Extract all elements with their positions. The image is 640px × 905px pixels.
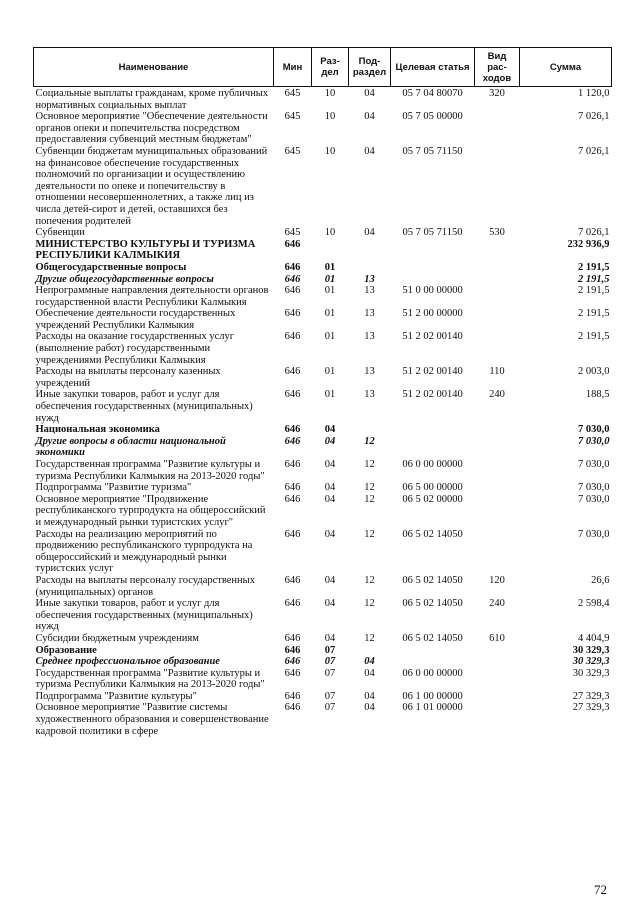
table-row <box>34 459 612 482</box>
table-row <box>34 529 612 575</box>
row-sum: 7 026,1 <box>578 145 610 157</box>
row-target-article: 06 5 00 00000 <box>402 482 463 494</box>
row-section: 01 <box>324 273 336 285</box>
row-subsection: 04 <box>364 111 375 123</box>
row-sum: 7 030,0 <box>578 482 610 494</box>
row-subsection: 12 <box>364 459 375 470</box>
row-subsection: 13 <box>364 273 375 285</box>
row-expense-type: 610 <box>489 632 505 644</box>
row-name: Иные закупки товаров, работ и услуг для обеспечения государственных (муниципальных) нужд <box>35 389 253 424</box>
row-sum: 26,6 <box>591 574 610 586</box>
row-name: МИНИСТЕРСТВО КУЛЬТУРЫ И ТУРИЗМА РЕСПУБЛИКИ КАЛМЫКИЯ <box>35 238 256 262</box>
row-sum: 1 120,0 <box>578 88 610 99</box>
row-name: Национальная экономика <box>35 424 160 436</box>
row-sum: 2 191,5 <box>578 273 610 285</box>
row-ministry: 646 <box>284 261 301 273</box>
row-expense-type <box>475 691 520 703</box>
row-ministry: 646 <box>284 285 301 297</box>
row-expense-type <box>475 274 520 286</box>
table-row <box>34 691 612 703</box>
row-subsection <box>349 239 391 262</box>
row-section: 04 <box>324 424 336 436</box>
row-target-article: 05 7 04 80070 <box>402 88 463 99</box>
row-section: 01 <box>324 389 336 401</box>
row-sum: 7 030,0 <box>578 435 610 447</box>
row-name: Среднее профессиональное образование <box>35 656 220 668</box>
row-subsection: 13 <box>364 308 375 320</box>
budget-table <box>33 47 612 737</box>
table-row <box>34 482 612 494</box>
row-section: 10 <box>324 145 336 157</box>
row-section: 07 <box>324 702 336 714</box>
row-sum: 7 030,0 <box>578 424 610 436</box>
row-name: Основное мероприятие "Обеспечение деятельности органов опеки и попечительства посредством предоставления субвенций местным бюджетам" <box>35 111 268 146</box>
row-name: Государственная программа "Развитие культуры и туризма Республики Калмыкия на 2013-2020 годы" <box>35 667 265 691</box>
table-row <box>34 227 612 239</box>
row-subsection: 04 <box>364 667 375 679</box>
row-section: 04 <box>324 574 336 586</box>
row-sum: 232 936,9 <box>567 238 610 250</box>
row-expense-type <box>475 645 520 657</box>
row-ministry: 646 <box>284 574 301 586</box>
row-sum: 2 191,5 <box>578 331 610 343</box>
row-sum: 7 026,1 <box>578 227 610 239</box>
row-subsection: 12 <box>364 435 375 447</box>
row-subsection: 04 <box>364 656 375 668</box>
row-expense-type <box>475 656 520 668</box>
row-expense-type: 240 <box>489 389 505 401</box>
row-ministry: 645 <box>284 88 301 99</box>
row-section: 10 <box>324 88 336 99</box>
row-sum: 7 030,0 <box>578 459 610 470</box>
row-name: Подпрограмма "Развитие культуры" <box>35 690 197 702</box>
row-target-article <box>391 424 475 436</box>
row-expense-type <box>475 146 520 227</box>
row-target-article: 51 2 00 00000 <box>402 308 463 320</box>
row-name: Субвенции бюджетам муниципальных образований на финансовое обеспечение государственных полномочий по организации и осуществлению деятельности по опеке и попечительству в отношении несовершеннолетних, а также лиц из числа детей-сирот и детей, оставшихся без попечения родителей <box>35 145 268 227</box>
row-name: Основное мероприятие "Развитие системы художественного образования и совершенствование кадровой политики в сфере <box>35 702 269 737</box>
row-name: Основное мероприятие "Продвижение республиканского турпродукта на общероссийский и международный рынки туристских услуг" <box>35 493 266 528</box>
row-expense-type: 240 <box>489 598 505 610</box>
header-name: Наименование <box>34 48 274 87</box>
row-target-article <box>391 645 475 657</box>
row-target-article: 06 5 02 00000 <box>402 493 463 505</box>
row-expense-type <box>475 424 520 436</box>
table-row <box>34 146 612 227</box>
row-name: Обеспечение деятельности государственных учреждений Республики Калмыкия <box>35 308 236 331</box>
row-ministry: 646 <box>284 435 301 447</box>
row-target-article: 51 0 00 00000 <box>402 285 463 297</box>
row-section: 07 <box>324 644 336 656</box>
row-ministry: 646 <box>284 493 301 505</box>
table-row <box>34 656 612 668</box>
row-section: 01 <box>324 366 336 378</box>
row-expense-type <box>475 239 520 262</box>
table-row <box>34 308 612 331</box>
budget-document <box>33 47 611 737</box>
row-ministry: 646 <box>284 528 301 540</box>
row-target-article: 51 2 02 00140 <box>402 389 463 401</box>
row-target-article: 06 5 02 14050 <box>402 632 463 644</box>
row-subsection: 04 <box>364 702 375 714</box>
table-body <box>34 87 612 738</box>
row-ministry: 646 <box>284 702 301 714</box>
table-row <box>34 436 612 459</box>
row-target-article: 06 5 02 14050 <box>402 528 463 540</box>
table-row <box>34 645 612 657</box>
row-name: Образование <box>35 644 97 656</box>
row-expense-type <box>475 331 520 366</box>
table-row <box>34 424 612 436</box>
row-section: 10 <box>324 111 336 123</box>
header-subsection: Под-раздел <box>349 48 391 87</box>
table-row <box>34 633 612 645</box>
row-name: Общегосударственные вопросы <box>35 261 187 273</box>
row-subsection <box>349 424 391 436</box>
row-sum: 27 329,3 <box>572 702 610 714</box>
row-subsection: 04 <box>364 227 375 239</box>
row-name: Субвенции <box>35 227 85 239</box>
header-target-article: Целевая статья <box>391 48 475 87</box>
row-section: 07 <box>324 690 336 702</box>
row-section: 07 <box>324 667 336 679</box>
row-target-article: 05 7 05 71150 <box>402 227 463 239</box>
table-row <box>34 575 612 598</box>
row-target-article <box>391 239 475 262</box>
row-name: Социальные выплаты гражданам, кроме публичных нормативных социальных выплат <box>35 88 269 111</box>
row-sum: 188,5 <box>585 389 610 401</box>
row-sum: 7 030,0 <box>578 528 610 540</box>
row-section: 01 <box>324 261 336 273</box>
row-name: Непрограммные направления деятельности органов государственной власти Республики Калмыкия <box>35 285 269 308</box>
row-section: 04 <box>324 459 336 470</box>
row-ministry: 646 <box>284 366 301 378</box>
row-expense-type <box>475 668 520 691</box>
row-expense-type <box>475 494 520 529</box>
row-ministry: 646 <box>284 308 301 320</box>
row-name: Расходы на оказание государственных услуг (выполнение работ) государственными учреждениями Республики Калмыкия <box>35 331 235 366</box>
row-subsection: 12 <box>364 632 375 644</box>
row-sum: 27 329,3 <box>572 690 610 702</box>
row-subsection: 13 <box>364 389 375 401</box>
row-name: Расходы на выплаты персоналу государственных (муниципальных) органов <box>35 574 255 598</box>
row-target-article <box>391 436 475 459</box>
row-target-article: 51 2 02 00140 <box>402 331 463 343</box>
row-ministry: 645 <box>284 145 301 157</box>
row-section: 04 <box>324 598 336 610</box>
row-ministry: 646 <box>284 389 301 401</box>
row-target-article: 05 7 05 00000 <box>402 111 463 123</box>
row-section: 04 <box>324 435 336 447</box>
row-target-article <box>391 656 475 668</box>
table-row <box>34 668 612 691</box>
row-subsection: 04 <box>364 690 375 702</box>
row-name: Другие общегосударственные вопросы <box>35 273 214 285</box>
row-section: 07 <box>324 656 336 668</box>
table-row <box>34 262 612 274</box>
row-sum: 30 329,3 <box>572 656 610 668</box>
table-row <box>34 239 612 262</box>
row-ministry: 645 <box>284 227 301 239</box>
row-expense-type: 120 <box>489 574 505 586</box>
row-subsection: 13 <box>364 285 375 297</box>
row-subsection: 12 <box>364 598 375 610</box>
row-expense-type: 530 <box>489 227 505 239</box>
row-name: Расходы на выплаты персоналу казенных учреждений <box>35 366 221 389</box>
row-expense-type <box>475 482 520 494</box>
header-ministry: Мин <box>274 48 312 87</box>
row-subsection: 12 <box>364 493 375 505</box>
row-sum: 2 598,4 <box>578 598 610 610</box>
row-name: Государственная программа "Развитие культуры и туризма Республики Калмыкия на 2013-2020 годы" <box>35 459 265 482</box>
row-name: Подпрограмма "Развитие туризма" <box>35 482 192 494</box>
row-expense-type <box>475 529 520 575</box>
row-section: 04 <box>324 528 336 540</box>
row-expense-type <box>475 111 520 146</box>
row-target-article: 05 7 05 71150 <box>402 145 463 157</box>
table-row <box>34 366 612 389</box>
header-expense-type: Вид рас-ходов <box>475 48 520 87</box>
row-target-article: 51 2 02 00140 <box>402 366 463 378</box>
row-ministry: 646 <box>284 424 301 436</box>
row-target-article: 06 1 00 00000 <box>402 690 463 702</box>
row-sum: 2 191,5 <box>578 285 610 297</box>
table-header <box>34 48 612 87</box>
row-subsection <box>349 645 391 657</box>
row-subsection: 13 <box>364 366 375 378</box>
row-ministry: 646 <box>284 459 301 470</box>
row-expense-type: 320 <box>489 88 505 99</box>
row-ministry: 646 <box>284 273 301 285</box>
table-row <box>34 331 612 366</box>
header-section: Раз-дел <box>312 48 349 87</box>
table-row <box>34 598 612 633</box>
row-sum: 4 404,9 <box>578 632 610 644</box>
row-expense-type <box>475 702 520 737</box>
row-expense-type <box>475 308 520 331</box>
row-sum: 30 329,3 <box>572 667 610 679</box>
row-subsection: 04 <box>364 88 375 99</box>
row-sum: 7 030,0 <box>578 493 610 505</box>
row-ministry: 646 <box>284 331 301 343</box>
row-expense-type <box>475 285 520 308</box>
row-name: Другие вопросы в области национальной экономики <box>35 435 226 459</box>
row-section <box>312 239 349 262</box>
row-target-article <box>391 262 475 274</box>
row-ministry: 646 <box>284 690 301 702</box>
row-name: Субсидии бюджетным учреждениям <box>35 632 199 644</box>
row-expense-type: 110 <box>489 366 505 378</box>
row-ministry: 646 <box>284 656 301 668</box>
table-row <box>34 285 612 308</box>
table-row <box>34 87 612 112</box>
row-section: 04 <box>324 632 336 644</box>
row-name: Расходы на реализацию мероприятий по продвижению республиканского турпродукта на общероссийский и международный рынки туристских услуг <box>35 528 253 575</box>
table-row <box>34 274 612 286</box>
row-expense-type <box>475 436 520 459</box>
row-sum: 2 191,5 <box>578 308 610 320</box>
row-subsection: 12 <box>364 574 375 586</box>
row-ministry: 646 <box>284 598 301 610</box>
row-expense-type <box>475 262 520 274</box>
row-ministry: 646 <box>284 238 301 250</box>
row-target-article: 06 5 02 14050 <box>402 598 463 610</box>
row-ministry: 646 <box>284 667 301 679</box>
row-subsection: 13 <box>364 331 375 343</box>
row-sum: 2 003,0 <box>578 366 610 378</box>
row-section: 04 <box>324 482 336 494</box>
row-ministry: 646 <box>284 632 301 644</box>
table-row <box>34 702 612 737</box>
row-ministry: 645 <box>284 111 301 123</box>
row-section: 04 <box>324 493 336 505</box>
row-section: 10 <box>324 227 336 239</box>
row-subsection: 04 <box>364 145 375 157</box>
page-number: 72 <box>594 882 607 897</box>
table-row <box>34 494 612 529</box>
row-subsection <box>349 262 391 274</box>
row-target-article: 06 0 00 00000 <box>402 667 463 679</box>
row-target-article: 06 1 01 00000 <box>402 702 463 714</box>
row-sum: 2 191,5 <box>578 261 610 273</box>
row-expense-type <box>475 459 520 482</box>
row-target-article <box>391 274 475 286</box>
row-subsection: 12 <box>364 528 375 540</box>
row-target-article: 06 0 00 00000 <box>402 459 463 470</box>
row-ministry: 646 <box>284 482 301 494</box>
row-section: 01 <box>324 331 336 343</box>
row-sum: 30 329,3 <box>572 644 610 656</box>
row-subsection: 12 <box>364 482 375 494</box>
row-ministry: 646 <box>284 644 301 656</box>
header-sum: Сумма <box>520 48 612 87</box>
row-target-article: 06 5 02 14050 <box>402 574 463 586</box>
row-section: 01 <box>324 285 336 297</box>
row-section: 01 <box>324 308 336 320</box>
row-name: Иные закупки товаров, работ и услуг для обеспечения государственных (муниципальных) нужд <box>35 598 253 633</box>
row-sum: 7 026,1 <box>578 111 610 123</box>
table-row <box>34 111 612 146</box>
table-row <box>34 389 612 424</box>
